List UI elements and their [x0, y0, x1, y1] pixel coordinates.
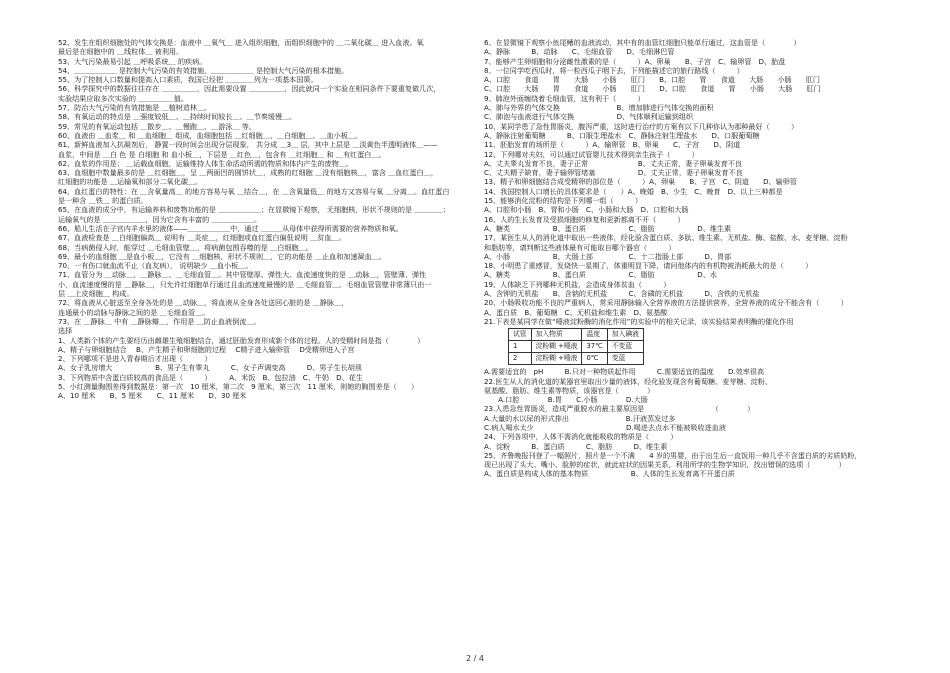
text-line: 73、在 ＿静脉＿ 中有 ＿静脉瓣＿，作用是 ＿防止血液倒流＿。	[58, 316, 261, 326]
table-cell: 1	[509, 341, 532, 353]
text-line: A.大量的水以尿的形式排出 B.汗液蒸发过多	[484, 413, 676, 423]
text-line: 17、某医生从人的消化道中取出一些液体，经化验含蛋白质、多肽、维生素、无机盐、酶、盐酸、水、麦芽糖、淀粉	[484, 233, 848, 243]
table-cell: 2	[509, 353, 532, 365]
text-line: 是一种含 ＿铁＿ 的蛋白质。	[58, 196, 148, 206]
table-cell: 0℃	[582, 353, 607, 365]
table-header-cell: 温度	[582, 329, 607, 341]
page-number: 2 / 4	[466, 654, 484, 663]
text-line: A、含钾的无机盐 B、含钠的无机盐 C、含磷的无机盐 D、含铁的无机盐	[484, 289, 760, 299]
text-line: 60、血液由 ＿血浆＿ 和 ＿血细胞＿ 组成，血细胞包括 ＿红细胞＿、＿白细胞＿、＿血小板＿。	[58, 130, 363, 140]
text-line: 7、能够产生卵细胞和分泌雌性激素的是（ ）A、卵巢 B、子宫 C、输卵管 D、胎盘	[484, 56, 786, 66]
text-line: 24、下列各项中，人体不需消化就能吸收的物质是（ ）	[484, 432, 678, 442]
text-line: 9、肺泡外面缠绕着毛细血管，这有利于（ ）	[484, 93, 645, 103]
table-header-row	[509, 329, 644, 341]
text-line: 19、人体缺乏下列哪种无机盐，会造成身体贫血（ ）	[484, 279, 671, 289]
text-line: A、女子乳房增大 B、男子生有睾丸 C、女子声调变高 D、男子生长胡须	[58, 363, 362, 373]
experiment-table	[508, 328, 644, 365]
text-line: 22.医生从人的消化道的某器官里取出少量的液体，经化验发现含有葡萄糖、麦芽糖、淀粉、	[484, 376, 772, 386]
text-line: C.病人喝水太少 D.喝进去点水不能被吸收进血液	[484, 422, 726, 432]
text-line: 和脂肪等，请判断这些液体最有可能取自哪个器官（ ）	[484, 242, 676, 252]
text-line: 氨基酸、脂肪、维生素等物质，该器官是（ ）	[484, 385, 655, 395]
text-line: C、丈夫精子缺育，妻子输卵管堵塞 D、丈夫正常，妻子卵巢发育不良	[484, 168, 743, 178]
table-cell: 不变蓝	[607, 341, 643, 353]
text-line: 58、有氧运动的特点是 ＿强度较低＿、＿持续时间较长＿、＿节奏缓慢＿。	[58, 112, 297, 122]
table-row	[509, 341, 644, 353]
text-line: 68、当病菌侵入时，能穿过 ＿毛细血管壁＿，将病菌包围吞噬的是 ＿白细胞＿。	[58, 242, 313, 252]
text-line: 6、在显微镜下观察小鱼尾鳍的血液流动，其中有的血管红细胞只能单行通过，这血管是（ ）	[484, 38, 801, 47]
text-line: 实验结果应取多次实验的 ＿＿＿＿＿值。	[58, 93, 188, 103]
text-line: A、蛋白质是构成人体的基本物质 B、人体的生长发育离不开蛋白质	[484, 469, 735, 479]
text-line: 选择	[58, 326, 73, 336]
left-column	[58, 38, 472, 401]
text-line: C、口腔 大肠 胃 食道 小肠 肛门 D、口腔 食道 胃 小肠 大肠 肛门	[484, 84, 821, 94]
text-line: 5、小红测量胸围差得到数据是：第一次 10 厘米，第二次 9 厘米，第三次 11 厘米，则她的胸围差是（ ）	[58, 381, 419, 391]
right-column-questions-continued	[484, 367, 902, 479]
text-line: 69、最小的血细胞 ＿是血小板＿，它没有 ＿细胞核，形状不规则＿，它的功能是 ＿止血和加速凝血＿。	[58, 251, 386, 261]
text-line: 57、防治大气污染的有效措施是 ＿植树造林＿。	[58, 103, 212, 113]
text-line: 25、齐鲁晚报刊登了一幅照片，照片是一个不满 4 岁的男婴，由于出生后一直饭用一种几乎不含蛋白质的劣质奶粉，	[484, 450, 862, 460]
text-line: 53、大气污染最易引起 ＿呼吸系统＿ 的疾病。	[58, 56, 207, 66]
text-line: 红细胞的功能是 ＿运输氧和部分二氧化碳＿。	[58, 177, 203, 187]
table-cell: 变蓝	[607, 353, 643, 365]
text-line: 56、科学探究中的数据往往存在 ＿＿＿＿＿，因此需要设置 ＿＿＿＿＿，因此就同一个实验在相同条件下要重复做几次，	[58, 84, 441, 94]
right-column	[484, 38, 902, 479]
text-line: 18、小明患了重感冒，发烧快一星期了，体重明显下降，请问他体内的有机物被消耗最大的是（ ）	[484, 261, 813, 271]
table-header-cell: 加入碘液	[607, 329, 643, 341]
text-line: A、糖类 B、蛋白质 C、脂肪 D、维生素	[484, 223, 732, 233]
text-line: 12、下列哪对夫妇，可以通过试管婴儿技术得到亲生孩子（ ）	[484, 149, 699, 159]
text-line: 62、血浆的作用是： ＿运载血细胞，运输维持人体生命活动所需的物质和体内产生的废物＿。	[58, 158, 354, 168]
text-line: 最后是在细胞中的 ＿线粒体＿ 被利用。	[58, 47, 184, 57]
text-line: 71、血管分为 ＿动脉＿、＿静脉＿、＿毛细血管＿。其中管壁厚、弹性大、血流速度快的是 ＿动脉＿，管壁薄、弹性	[58, 270, 427, 280]
text-line: A、口腔 食道 胃 大肠 小肠 肛门 B、口腔 胃 食道 大肠 小肠 肛门	[484, 75, 821, 85]
text-line: 67、血液检查是 ＿白细胞偏高＿ 说明有 ＿炎症＿，红细胞或血红蛋白偏低说明 ＿贫血＿。	[58, 233, 346, 243]
table-cell: 淀粉糊 +唾液	[531, 341, 582, 353]
table-row	[509, 353, 644, 365]
text-line: 66、船儿生活在子宫内羊水里的液体——＿＿＿＿＿＿中，通过 ＿＿＿从母体中获得所需要的营养物质和氧。	[58, 223, 403, 233]
table-cell: 37℃	[582, 341, 607, 353]
text-line: 23.人患急性胃肠炎，造成严重脱水的最主要原因是 （ ）	[484, 404, 755, 414]
text-line: 8、一位同学吃西瓜时，将一粒西瓜子咽下去，下列能描述它的旅行路线（ ）	[484, 65, 744, 75]
text-line: A、糖类 B、蛋白质 C、脂肪 D、水	[484, 270, 717, 280]
text-line: A.口腔 B.胃 C.小肠 D.大肠	[484, 395, 648, 405]
text-line: 59、常见的有氧运动包括 ＿散步＿、＿慢跑＿、＿游泳＿ 等。	[58, 121, 256, 131]
text-line: 55、为了控制人口数量和提高人口素质，我国已经把 ＿＿＿＿列为一项基本国策。	[58, 75, 318, 85]
text-line: 2、下列哪项不是进入青春期后才出现（ ）	[58, 354, 212, 364]
text-line: 3、下列物质中含蛋白质较高的食品是（ ） A、米饭 B、包拉油 C、牛奶 D、花生	[58, 372, 363, 382]
text-line: 层 ＿上皮细胞＿ 构成。	[58, 289, 134, 299]
text-line: 72、将血液从心脏送至全身各处的是 ＿动脉＿，将血液从全身各处送回心脏的是 ＿静脉＿，	[58, 298, 349, 308]
text-line: 小，血流速度慢的是 ＿静脉＿，只允许红细胞单行通过且血流速度最慢的是 ＿毛细血管＿。毛细血管管壁非常薄只由一	[58, 279, 432, 289]
text-line: A.需要适宜的 pH B.只对一种物质起作用 C.需要适宜的温度 D.效率很高	[484, 367, 765, 377]
text-line: 14、我国控制人口增长的具体要求是（ ）A、晚婚 B、少生 C、晚育 D、以上三种都是	[484, 186, 783, 196]
text-line: 21.下表是某同学在做“唾液淀粉酶的消化作用”的实验中的相关记录，该实验结果表明酶的催化作用	[484, 316, 794, 326]
text-line: A、小肠 B、大肠上部 C、十二指肠上部 D、胃部	[484, 251, 732, 261]
text-line: 63、血细胞中数量最多的是 ＿红细胞＿，呈 ＿两面凹的圆饼状＿，成熟的红细胞 ＿没有细胞核＿，富含 ＿血红蛋白＿，	[58, 168, 438, 178]
table-header-cell: 试管	[509, 329, 532, 341]
text-line: 61、新鲜血液加入抗凝剂后， 静置一段时间会出现分层现象， 共分成 ＿3＿ 层，其中上层是 ＿淡黄色半透明液体＿——	[58, 140, 438, 150]
text-line: 运输氧气的是 ＿＿＿＿＿＿，因为它含有丰富的 ＿＿＿＿＿＿。	[58, 214, 262, 224]
text-line: A、淀粉 B、蛋白质 C、脂肪 D、维生素	[484, 441, 668, 451]
text-line: 65、在血液的成分中，有运输养料和废物功能的是 ＿＿＿＿＿＿；在显微镜下观察， 无细胞核，形状不规则的是 ＿＿＿＿；	[58, 205, 450, 215]
text-line: A、静脉注射葡萄糖 B、口服生理盐水 C、静脉注射生理盐水 D、口服葡萄糖	[484, 130, 760, 140]
text-line: A、丈夫睾丸发育不良，妻子正常 B、丈夫正常，妻子卵巢发育不良	[484, 158, 742, 168]
table-cell: 淀粉糊 +唾液	[531, 353, 582, 365]
text-line: 10、某同学患了急性胃肠炎，腹泻严重，这时进行治疗的方案有以下几种你认为那种最好（ ）	[484, 121, 799, 131]
text-line: 20、小肠吸收功能不良的严重病人，常采用静脉输入全营养液的方法提供营养，全营养液的成分不能含有（ ）	[484, 298, 848, 308]
text-line: A、口腔和小肠 B、胃和小肠 C、小肠和大肠 D、口腔和大肠	[484, 205, 689, 215]
table-header-cell: 加入物质	[531, 329, 582, 341]
text-line: 连通最小的动脉与静脉之间的是 ＿毛细血管＿。	[58, 307, 210, 317]
text-line: A、精子与卵细胞结合 B、产生精子和卵细胞的过程 C精子进入输卵管 D受精卵进入子宫	[58, 344, 355, 354]
text-line: A、10 厘米 B、5 厘米 C、11 厘米 D、30 厘米	[58, 391, 247, 401]
text-line: 54、＿＿＿＿＿＿ 是控制大气污染的有效措施，＿＿＿＿＿＿ 是控制大气污染的根本措施。	[58, 65, 349, 75]
text-line: 血浆，中间是 ＿白 色 是 白细胞 和 血小板＿，下层是 ＿红色＿，包含有 ＿红细胞＿ 和 ＿有红蛋白＿。	[58, 149, 386, 159]
text-line: 15、能够消化淀粉的结构是下列哪一组（ ）	[484, 196, 642, 206]
right-column-questions	[484, 38, 902, 326]
text-line: C、肺泡与血液进行气体交换 D、气体顺利运输到组织	[484, 112, 694, 122]
text-line: A、蛋白质 B、葡萄糖 C、无机盐和维生素 D、氨基酸	[484, 307, 668, 317]
text-line: 52、发生在组织细胞处的气体交换是：血液中 ＿氧气＿ 进入组织细胞，而组织细胞中的 ＿二氧化碳＿ 进入血液。氧	[58, 38, 424, 47]
text-line: 现已出现了头大、嘴小、脸肿的症状，就此症状的因果关系，利用所学的生物学知识，找出错误的选项（ ）	[484, 460, 846, 470]
text-line: A、肺与外界的气体交换 B、增加肺进行气体交换的面积	[484, 103, 714, 113]
text-line: 13、精子和卵细胞结合成受精卵的部位是（ ）A、卵巢 B、子宫 C、阴道 D、输卵管	[484, 177, 797, 187]
text-line: 16、人的生长发育及受损细胞的修复和更新都离不开（ ）	[484, 214, 685, 224]
text-line: 11、胚胎发育的场所是（ ）A、输卵管 B、卵巢 C、子宫 D、阴道	[484, 140, 741, 150]
text-line: 70、一有伤口就血流不止（血友病）， 说明缺少 ＿血小板＿。	[58, 261, 253, 271]
text-line: 64、血红蛋白的特性：在 ＿含氧量高＿ 的地方容易与氧 ＿结合＿，在 ＿含氧量低＿ 的地方又容易与氧 ＿分离＿。血红蛋白	[58, 186, 450, 196]
text-line: 1、人类新个体的产生要经历由雌雄生殖细胞结合，通过胚胎发育形成新个体的过程。人的受精时间是指（ ）	[58, 335, 425, 345]
text-line: A、静脉 B、动脉 C、毛细血管 D、毛细淋巴管	[484, 47, 675, 57]
